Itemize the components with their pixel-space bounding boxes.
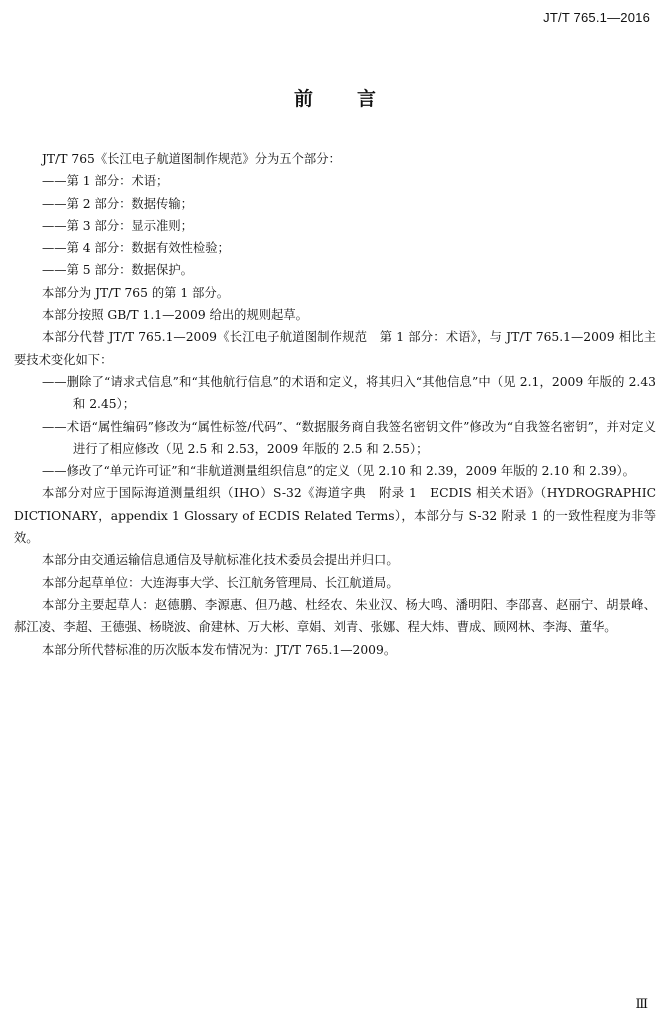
list-item: ——术语“属性编码”修改为“属性标签/代码”、“数据服务商自我签名密钥文件”修改为“自我签名密钥”，并对定义进行了相应修改（见 2.5 和 2.53，2009 年版的 2.5 和 2.55）； [42,419,656,456]
list-item: ——第 5 部分：数据保护。 [42,263,193,278]
paragraph: 本部分由交通运输信息通信及导航标准化技术委员会提出并归口。 [42,553,399,568]
page-title [0,84,670,111]
paragraph: 本部分按照 GB/T 1.1—2009 给出的规则起草。 [42,308,308,323]
paragraph: 本部分代替 JT/T 765.1—2009《长江电子航道图制作规范 第 1 部分：术语》，与 JT/T 765.1—2009 相比主要技术变化如下： [14,330,656,367]
standard-code: JT/T 765.1—2016 [543,10,650,25]
paragraph: 本部分起草单位：大连海事大学、长江航务管理局、长江航道局。 [42,575,399,590]
paragraph: JT/T 765《长江电子航道图制作规范》分为五个部分： [42,152,341,166]
title-char-2: 言 [357,88,377,110]
list-item: ——删除了“请求式信息”和“其他航行信息”的术语和定义，将其归入“其他信息”中（见 2.1，2009 年版的 2.43 和 2.45）； [42,374,656,412]
paragraph: 本部分为 JT/T 765 的第 1 部分。 [42,285,229,300]
list-item: ——修改了“单元许可证”和“非航道测量组织信息”的定义（见 2.10 和 2.39，2009 年版的 2.10 和 2.39）。 [42,464,635,479]
list-item: ——第 4 部分：数据有效性检验； [42,241,230,256]
paragraph: 本部分对应于国际海道测量组织（IHO）S-32《海道字典 附录 1 ECDIS 相关术语》（HYDROGRAPHIC DICTIONARY，appendix 1 Glossary of ECDIS Related Terms），本部分与 S-32 附录 1 的一致性程度为非等效。 [14,486,656,546]
list-item: ——第 3 部分：显示准则； [42,218,193,233]
paragraph: 本部分主要起草人：赵德鹏、李源惠、但乃越、杜经农、朱业汉、杨大鸣、潘明阳、李邵喜、赵丽宁、胡景峰、郝江凌、李超、王德强、杨晓波、俞建林、万大彬、章娟、刘青、张娜、程大炜、曹成、顾网林、李海、董华。 [14,597,656,635]
paragraph: 本部分所代替标准的历次版本发布情况为：JT/T 765.1—2009。 [42,642,397,657]
list-item: ——第 1 部分：术语； [42,174,169,189]
title-char-1: 前 [293,88,313,110]
page-number: Ⅲ [635,997,648,1012]
document-body [14,148,656,661]
list-item: ——第 2 部分：数据传输； [42,196,193,211]
